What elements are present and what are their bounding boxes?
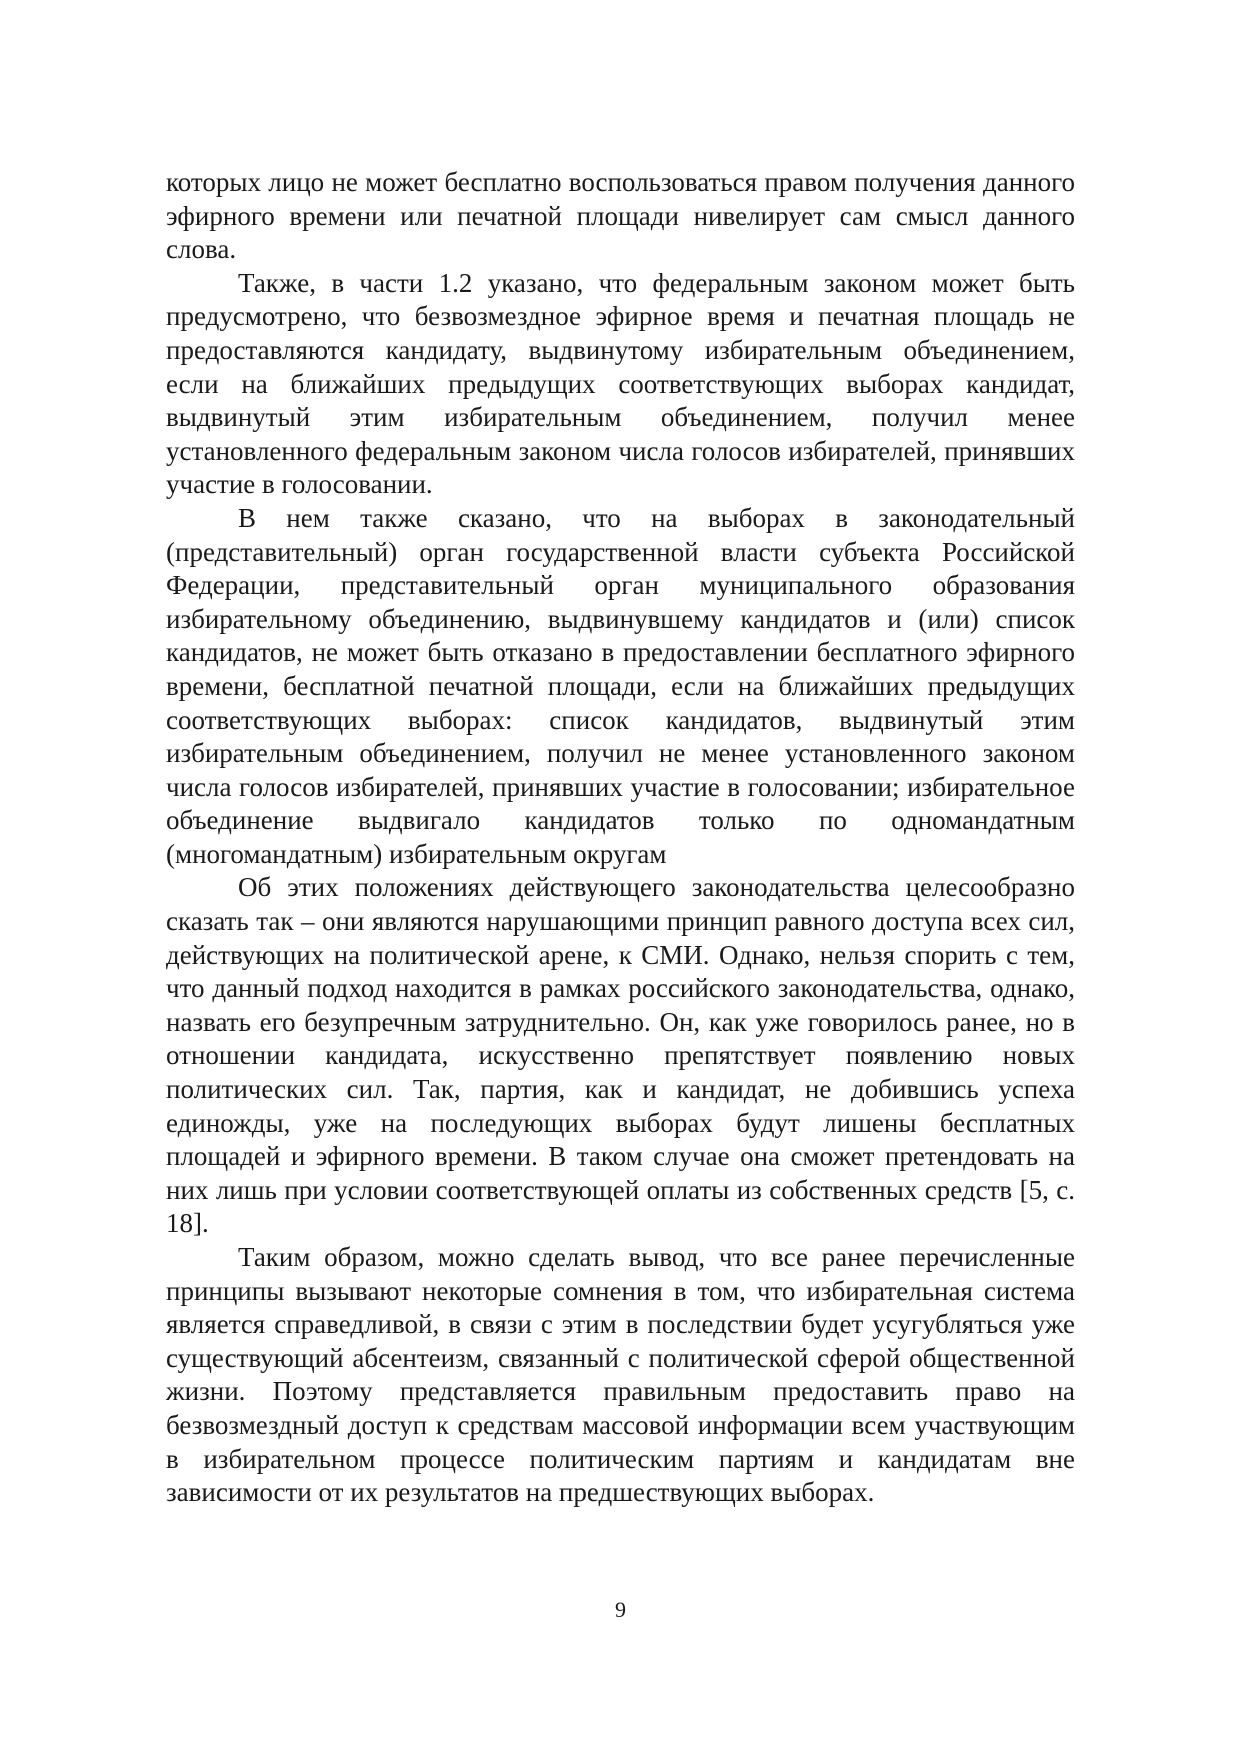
paragraph-conclusion: Таким образом, можно сделать вывод, что все ранее перечисленные принципы вызывают некоторые сомнения в том, что избирательная система является справедливой, в связи с этим в последствии будет усугубляться уже существующий абсентеизм, связанный с политической сферой общественной жизни. Поэтому представляется правильным предоставить право на безвозмездный доступ к средствам массовой информации всем участвующим в избирательном процессе политическим партиям и кандидатам вне зависимости от их результатов на предшествующих выборах. [166, 1242, 1075, 1508]
paragraph-regional-elections: В нем также сказано, что на выборах в законодательный (представительный) орган государственной власти субъекта Российской Федерации, представительный орган муниципального образования избирательному объединению, выдвинувшему кандидатов и (или) список кандидатов, не может быть отказано в предоставлении бесплатного эфирного времени, бесплатной печатной площади, если на ближайших предыдущих соответствующих выборах: список кандидатов, выдвинутый этим избирательным объединением, получил не менее установленного законом числа голосов избирателей, принявших участие в голосовании; избирательное объединение выдвигало кандидатов только по одномандатным (многомандатным) избирательным округам [166, 502, 1075, 869]
paragraph-part-1-2: Также, в части 1.2 указано, что федеральным законом может быть предусмотрено, что безвозмездное эфирное время и печатная площадь не предоставляются кандидату, выдвинутому избирательным объединением, если на ближайших предыдущих соответствующих выборах кандидат, выдвинутый этим избирательным объединением, получил менее установленного федеральным законом числа голосов избирателей, принявших участие в голосовании. [166, 267, 1075, 500]
body-text [166, 166, 1075, 1510]
page-number: 9 [615, 1597, 626, 1622]
paragraph-continuation: которых лицо не может бесплатно воспользоваться правом получения данного эфирного времени или печатной площади нивелирует сам смысл данного слова. [166, 167, 1075, 265]
paragraph-assessment: Об этих положениях действующего законодательства целесообразно сказать так – они являются нарушающими принцип равного доступа всех сил, действующих на политической арене, к СМИ. Однако, нельзя спорить с тем, что данный подход находится в рамках российского законодательства, однако, назвать его безупречным затруднительно. Он, как уже говорилось ранее, но в отношении кандидата, искусственно препятствует появлению новых политических сил. Так, партия, как и кандидат, не добившись успеха единожды, уже на последующих выборах будут лишены бесплатных площадей и эфирного времени. В таком случае она сможет претендовать на них лишь при условии соответствующей оплаты из собственных средств [5, с. 18]. [166, 872, 1075, 1239]
